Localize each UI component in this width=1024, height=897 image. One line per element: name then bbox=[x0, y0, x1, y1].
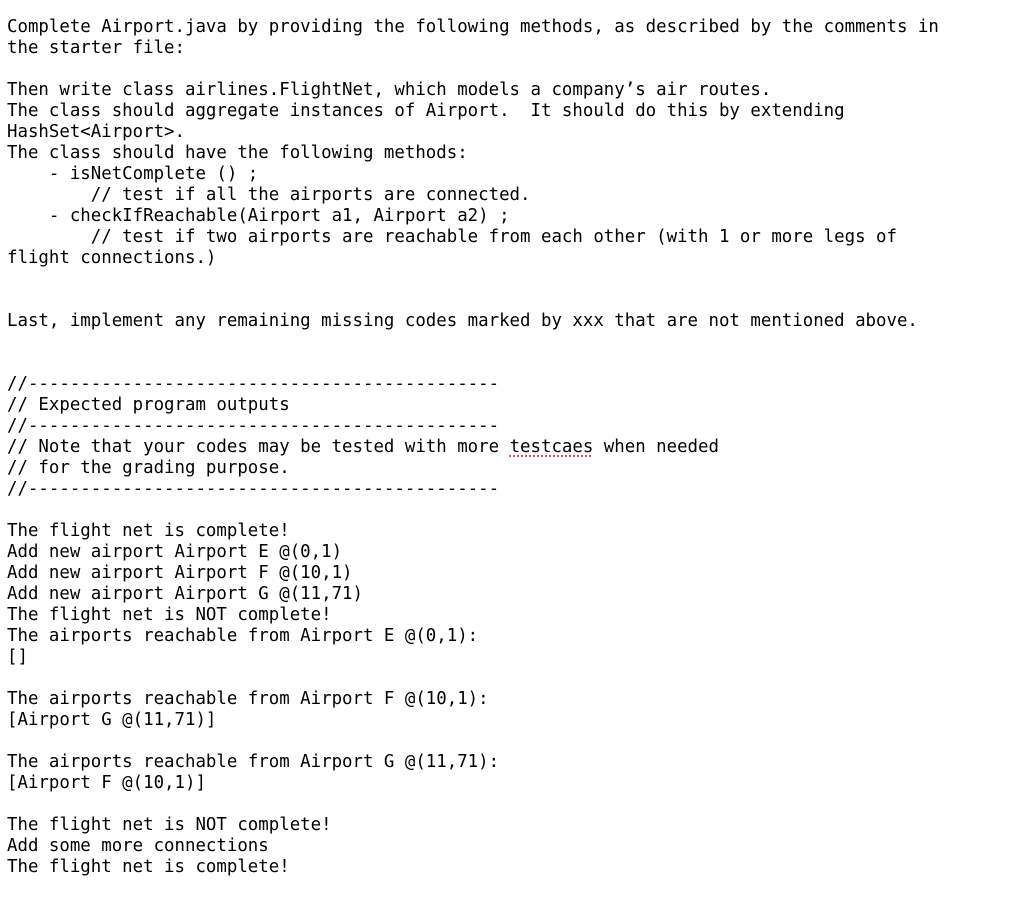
flightnet-line-4: The class should have the following methods: bbox=[7, 143, 468, 163]
output-line: The airports reachable from Airport F @(10,1): bbox=[7, 689, 489, 709]
output-line: Add some more connections bbox=[7, 836, 269, 856]
flightnet-line-3: HashSet<Airport>. bbox=[7, 122, 185, 142]
assignment-document bbox=[7, 17, 1024, 878]
method-checkifreachable-comment-cont: flight connections.) bbox=[7, 248, 217, 268]
output-line: The flight net is complete! bbox=[7, 857, 290, 877]
blank-line bbox=[7, 269, 1024, 290]
method-checkifreachable: - checkIfReachable(Airport a1, Airport a2) ; bbox=[7, 206, 510, 226]
blank-line bbox=[7, 59, 1024, 80]
output-line: The airports reachable from Airport G @(11,71): bbox=[7, 752, 500, 772]
output-line bbox=[7, 731, 1024, 752]
output-line bbox=[7, 794, 1024, 815]
output-line: The flight net is NOT complete! bbox=[7, 815, 332, 835]
output-line: The flight net is complete! bbox=[7, 521, 290, 541]
output-line: [] bbox=[7, 647, 28, 667]
output-line: [Airport F @(10,1)] bbox=[7, 773, 206, 793]
intro-line-1: Complete Airport.java by providing the following methods, as described by the comments in bbox=[7, 17, 939, 37]
comment-title: // Expected program outputs bbox=[7, 395, 290, 415]
output-line: Add new airport Airport F @(10,1) bbox=[7, 563, 353, 583]
comment-note-text: // Note that your codes may be tested with more bbox=[7, 437, 510, 457]
comment-rule: //--------------------------------------------- bbox=[7, 416, 500, 436]
method-checkifreachable-comment: // test if two airports are reachable from each other (with 1 or more legs of bbox=[7, 227, 897, 247]
flightnet-line-2: The class should aggregate instances of Airport. It should do this by extending bbox=[7, 101, 845, 121]
blank-line bbox=[7, 500, 1024, 521]
comment-note-text: when needed bbox=[593, 437, 719, 457]
output-line: [Airport G @(11,71)] bbox=[7, 710, 217, 730]
blank-line bbox=[7, 332, 1024, 353]
method-isnetcomplete: - isNetComplete () ; bbox=[7, 164, 259, 184]
misspelled-word[interactable]: testcaes bbox=[509, 437, 594, 457]
intro-line-2: the starter file: bbox=[7, 38, 185, 58]
blank-line bbox=[7, 290, 1024, 311]
last-instruction: Last, implement any remaining missing codes marked by xxx that are not mentioned above. bbox=[7, 311, 918, 331]
blank-line bbox=[7, 353, 1024, 374]
flightnet-line-1: Then write class airlines.FlightNet, which models a company’s air routes. bbox=[7, 80, 772, 100]
method-isnetcomplete-comment: // test if all the airports are connected. bbox=[7, 185, 531, 205]
comment-note-line-2: // for the grading purpose. bbox=[7, 458, 290, 478]
output-line: The airports reachable from Airport E @(0,1): bbox=[7, 626, 479, 646]
output-line: Add new airport Airport E @(0,1) bbox=[7, 542, 343, 562]
output-line: Add new airport Airport G @(11,71) bbox=[7, 584, 363, 604]
output-line: The flight net is NOT complete! bbox=[7, 605, 332, 625]
comment-note-line-1 bbox=[7, 437, 1024, 458]
output-line bbox=[7, 668, 1024, 689]
comment-rule: //--------------------------------------------- bbox=[7, 374, 500, 394]
comment-rule: //--------------------------------------------- bbox=[7, 479, 500, 499]
